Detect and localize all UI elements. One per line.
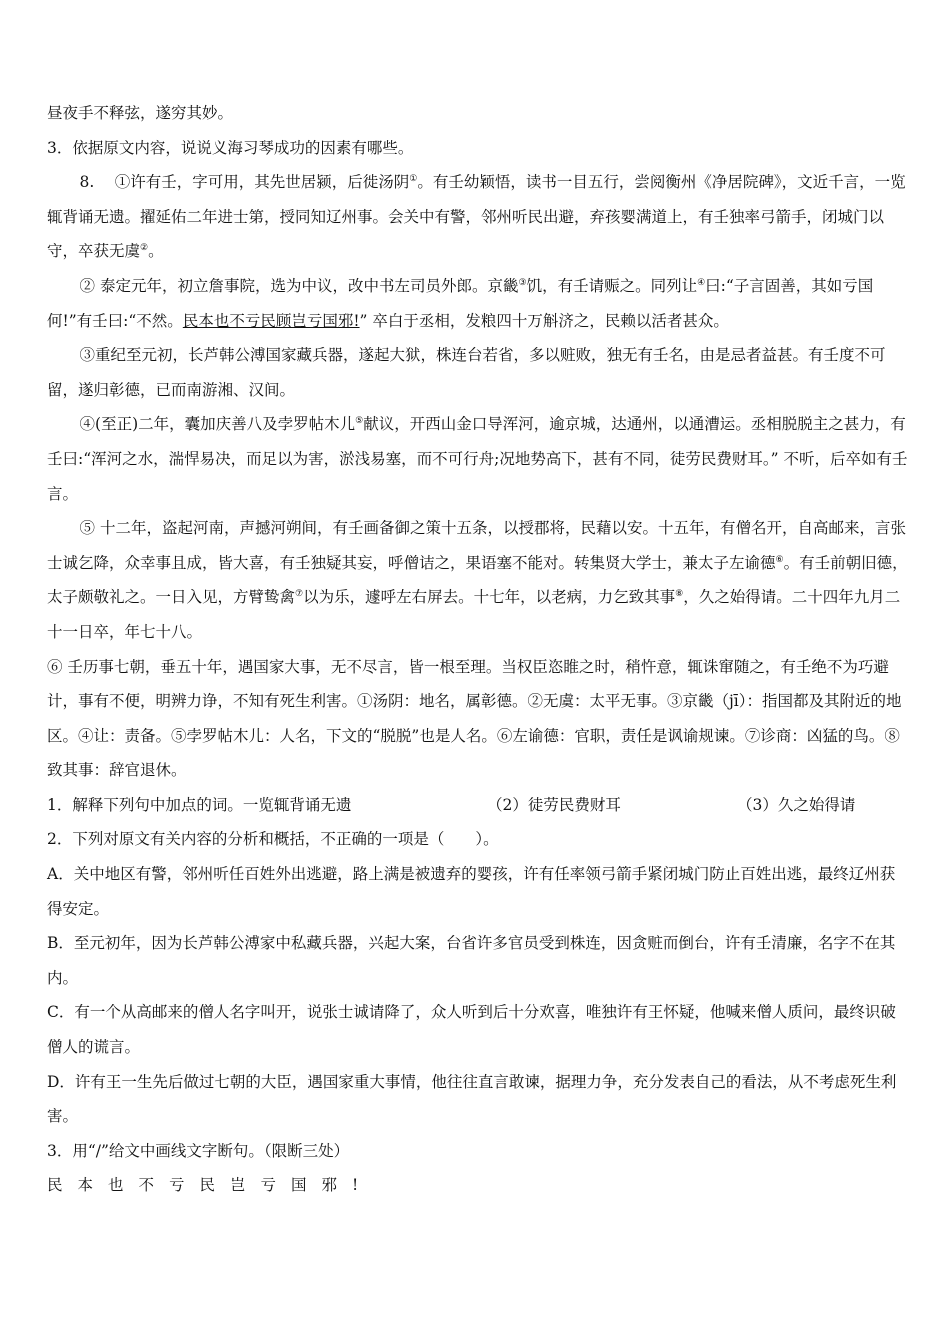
footnote-mark-2: ② (140, 243, 149, 254)
previous-question-3: 3．依据原文内容，说说义海习琴成功的因素有哪些。 (47, 138, 414, 157)
footnote-mark-7: ⑦ (295, 589, 304, 600)
footnote-mark-8: ⑧ (675, 589, 684, 600)
question-3-text: 民本也不亏民岂亏国邪! (47, 1176, 374, 1195)
footnote-mark-6: ⑥ (775, 554, 784, 565)
underlined-sentence: 民本也不亏民顾岂亏国邪! (182, 311, 360, 330)
passage-paragraph-5: ⑤ 十二年，盗起河南，声撼河朔间，有壬画备御之策十五条，以授郡将，民藉以安。十五年，有僧名开，自高邮来，言张士诚乞降，众幸事且成，皆大喜，有壬独疑其妄，呼僧诘之，果语塞不能对。转集贤大学士，兼太子左谕德⑥。有壬前朝旧德，太子颇敬礼之。一日入见，方臂鸷禽⑦以为乐，遽呼左右屏去。十七年，以老病，力乞致其事⑧，久之始得请。二十四年九月二十一日卒，年七十八。 (47, 519, 908, 641)
footnote-mark-3: ③ (518, 277, 527, 288)
option-d: D．许有王一生先后做过七朝的大臣，遇国家重大事情，他往往直言敢谏，据理力争，充分发表自己的看法，从不考虑死生利害。 (47, 1072, 897, 1126)
option-b: B．至元初年，因为长芦韩公溥家中私藏兵器，兴起大案，台省许多官员受到株连，因贪赃而倒台，许有壬清廉，名字不在其内。 (47, 934, 896, 987)
passage-paragraph-4: ④(至正)二年，囊加庆善八及孛罗帖木儿⑤献议，开西山金口导浑河，逾京城，达通州，以通漕运。丞相脱脱主之甚力，有壬曰:“浑河之水，湍悍易决，而足以为害，淤浅易塞，而不可行舟;况地势高下，甚有不同，徒劳民费财耳。” 不听，后卒如有壬言。 (47, 415, 908, 503)
footnote-mark-1: ① (409, 174, 418, 185)
previous-passage-tail: 昼夜手不释弦，遂穷其妙。 (47, 104, 234, 122)
document-page (47, 96, 909, 1203)
question-2: 2．下列对原文有关内容的分析和概括，不正确的一项是（ ）。 (47, 830, 499, 849)
passage-paragraph-6-with-notes: ⑥ 壬历事七朝，垂五十年，遇国家大事，无不尽言，皆一根至理。当权臣恣睢之时，稍忤意，辄诛窜随之，有壬绝不为巧避计，事有不便，明辨力诤，不知有死生利害。①汤阴：地名，属彰德。②无虞：太平无事。③京畿（jī）：指国都及其附近的地区。④让：责备。⑤孛罗帖木儿：人名，下文的“脱脱”也是人名。⑥左谕德：官职，责任是讽谕规谏。⑦诊商：凶猛的鸟。⑧致其事：辞官退休。 (47, 657, 902, 780)
footnote-mark-5: ⑤ (355, 416, 364, 427)
passage-paragraph-3: ③重纪至元初，长芦韩公溥国家藏兵器，遂起大狱，株连台若省，多以赃败，独无有壬名，由是忌者益甚。有壬度不可留，遂归彰德，已而南游湘、汉间。 (47, 346, 886, 399)
question-3: 3．用“/”给文中画线文字断句。（限断三处） (47, 1141, 350, 1160)
footnote-mark-4: ④ (697, 277, 706, 288)
passage-paragraph-2: ② 泰定元年，初立詹事院，选为中议，改中书左司员外郎。京畿③饥，有壬请赈之。同列让④曰:“子言固善，其如亏国何!”有壬曰:“不然。民本也不亏民顾岂亏国邪!” 卒白于丞相，发粮四十万斛济之，民赖以活者甚众。 (47, 276, 874, 330)
option-a: A．关中地区有警，邻州听任百姓外出逃避，路上满是被遗弃的婴孩，许有任率领弓箭手紧闭城门防止百姓出逃，最终辽州获得安定。 (47, 865, 896, 918)
option-c: C．有一个从高邮来的僧人名字叫开，说张士诚请降了，众人听到后十分欢喜，唯独许有王怀疑，他喊来僧人质问，最终识破僧人的谎言。 (47, 1003, 896, 1057)
passage-paragraph-1: 8. ①许有壬，字可用，其先世居颍，后徙汤阴①。有壬幼颖悟，读书一目五行，尝阅衡州《净居院碑》，文近千言，一览辄背诵无遗。擢延佑二年进士第，授同知辽州事。会关中有警，邻州听民出避，弃孩婴满道上，有壬独率弓箭手，闭城门以守，卒获无虞②。 (47, 173, 906, 261)
question-1: 1．解释下列句中加点的词。一览辄背诵无遗 （2）徒劳民费财耳 （3）久之始得请 (47, 795, 856, 814)
